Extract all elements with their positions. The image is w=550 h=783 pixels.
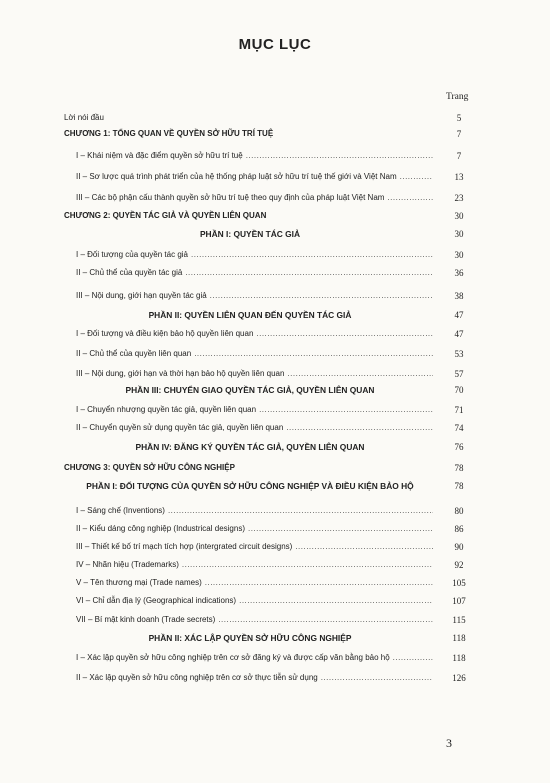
toc-chapter-heading (64, 209, 434, 223)
dot-leader (218, 613, 433, 627)
dot-leader (321, 671, 433, 685)
toc-page-number: 7 (456, 151, 462, 161)
dot-leader (194, 347, 433, 361)
dot-leader (387, 191, 433, 205)
dot-leader (191, 248, 433, 262)
page-title: MỤC LỤC (238, 36, 312, 53)
toc-entry (76, 248, 436, 262)
toc-entry-title: III – Thiết kế bố trí mạch tích hợp (intergrated circuit designs) (76, 542, 293, 551)
toc-entry (76, 149, 436, 163)
toc-page-number: 92 (454, 560, 464, 570)
toc-page-number: 57 (454, 369, 464, 379)
toc-page-number: 105 (452, 578, 466, 588)
toc-part-title: PHẦN III: CHUYỂN GIAO QUYỀN TÁC GIẢ, QUYỀN LIÊN QUAN (125, 385, 375, 395)
dot-leader (168, 504, 433, 518)
toc-part-heading (60, 383, 440, 397)
toc-page-number: 118 (452, 653, 466, 663)
dot-leader (246, 149, 433, 163)
toc-entry (76, 266, 436, 280)
page-number: 3 (446, 736, 452, 750)
toc-part-title: PHẦN II: XÁC LẬP QUYỀN SỞ HỮU CÔNG NGHIỆP (148, 633, 352, 643)
toc-part-title: PHẦN II: QUYỀN LIÊN QUAN ĐẾN QUYỀN TÁC GIẢ (148, 310, 352, 320)
toc-part-title: PHẦN I: QUYỀN TÁC GIẢ (199, 229, 301, 239)
toc-entry-title: Lời nói đầu (64, 113, 104, 122)
dot-leader (393, 651, 433, 665)
toc-entry-title: II – Kiểu dáng công nghiệp (Industrical designs) (76, 524, 245, 533)
toc-entry (76, 347, 436, 361)
toc-chapter-title: CHƯƠNG 3: QUYỀN SỞ HỮU CÔNG NGHIỆP (64, 463, 235, 472)
toc-entry (76, 540, 436, 554)
toc-page-number: 78 (454, 481, 464, 491)
toc-entry-title: I – Xác lập quyền sở hữu công nghiệp trên cơ sở đăng ký và được cấp văn bằng bảo hộ (76, 653, 390, 662)
toc-page-number: 86 (454, 524, 464, 534)
toc-entry-title: I – Đối tượng của quyền tác giả (76, 250, 188, 259)
toc-page-number: 71 (454, 405, 464, 415)
toc-entry (76, 289, 436, 303)
toc-entry-title: III – Các bộ phận cấu thành quyền sở hữu trí tuệ theo quy định của pháp luật Việt Nam (76, 193, 385, 202)
toc-entry (76, 327, 436, 341)
dot-leader (205, 576, 433, 590)
toc-page-number: 38 (454, 291, 464, 301)
dot-leader (259, 403, 433, 417)
toc-entry-title: II – Xác lập quyền sở hữu công nghiệp trên cơ sở thực tiễn sử dụng (76, 673, 318, 682)
toc-page-number: 107 (452, 596, 466, 606)
toc-entry-title: I – Sáng chế (Inventions) (76, 506, 165, 515)
page-column-header: Trang (446, 92, 469, 102)
dot-leader (182, 558, 433, 572)
toc-entry (76, 522, 436, 536)
toc-part-title: PHẦN I: ĐỐI TƯỢNG CỦA QUYỀN SỞ HỮU CÔNG NGHIỆP VÀ ĐIỀU KIỆN BẢO HỘ (86, 481, 414, 491)
toc-entry-title: II – Chủ thể của quyền liên quan (76, 349, 192, 358)
dot-leader (256, 327, 433, 341)
toc-entry-title: II – Chuyển quyền sử dụng quyền tác giả, quyền liên quan (76, 423, 284, 432)
toc-page-number: 5 (456, 113, 462, 123)
dot-leader (210, 289, 433, 303)
toc-page-number: 76 (454, 442, 464, 452)
toc-entry (76, 594, 436, 608)
toc-page-number: 78 (454, 463, 464, 473)
toc-page-number: 70 (454, 385, 464, 395)
toc-page-number: 13 (454, 172, 464, 182)
toc-entry (76, 421, 436, 435)
toc-entry-title: VI – Chỉ dẫn địa lý (Geographical indications) (76, 596, 237, 605)
dot-leader (248, 522, 433, 536)
toc-part-title: PHẦN IV: ĐĂNG KÝ QUYỀN TÁC GIẢ, QUYỀN LIÊN QUAN (135, 442, 365, 452)
toc-entry (76, 403, 436, 417)
toc-entry (64, 111, 436, 125)
toc-chapter-title: CHƯƠNG 1: TỔNG QUAN VỀ QUYỀN SỞ HỮU TRÍ TUỆ (64, 129, 274, 138)
toc-page-number: 7 (456, 129, 462, 139)
toc-entry-title: VII – Bí mật kinh doanh (Trade secrets) (76, 615, 216, 624)
toc-page-number: 30 (454, 250, 464, 260)
toc-page-number: 115 (452, 615, 466, 625)
toc-page-number: 47 (454, 310, 464, 320)
toc-chapter-heading (64, 461, 434, 475)
toc-page-number: 36 (454, 268, 464, 278)
toc-part-heading (60, 308, 440, 322)
toc-page-number: 53 (454, 349, 464, 359)
toc-entry (76, 576, 436, 590)
toc-page-number: 30 (454, 211, 464, 221)
toc-entry-title: III – Nội dung, giới hạn quyền tác giả (76, 291, 207, 300)
toc-page-number: 80 (454, 506, 464, 516)
toc-entry-title: II – Chủ thể của quyền tác giả (76, 268, 183, 277)
toc-page-number: 126 (452, 673, 466, 683)
toc-entry (76, 170, 436, 184)
toc-entry (76, 613, 436, 627)
dot-leader (295, 540, 433, 554)
toc-entry (76, 367, 436, 381)
dot-leader (286, 421, 433, 435)
dot-leader (287, 367, 433, 381)
toc-part-heading (60, 227, 440, 241)
toc-entry-title: V – Tên thương mại (Trade names) (76, 578, 202, 587)
toc-page-number: 118 (452, 633, 466, 643)
dot-leader (400, 170, 433, 184)
toc-entry (76, 191, 436, 205)
dot-leader (239, 594, 433, 608)
toc-entry (76, 558, 436, 572)
toc-page-number: 47 (454, 329, 464, 339)
toc-entry-title: III – Nội dung, giới hạn và thời hạn bảo hộ quyền liên quan (76, 369, 285, 378)
toc-entry-title: IV – Nhãn hiệu (Trademarks) (76, 560, 179, 569)
toc-part-heading (60, 479, 440, 493)
toc-entry (76, 504, 436, 518)
toc-entry (76, 671, 436, 685)
toc-entry-title: I – Đối tượng và điều kiện bảo hộ quyền liên quan (76, 329, 254, 338)
toc-part-heading (60, 631, 440, 645)
toc-chapter-title: CHƯƠNG 2: QUYỀN TÁC GIẢ VÀ QUYỀN LIÊN QUAN (64, 211, 267, 220)
toc-entry-title: II – Sơ lược quá trình phát triển của hệ thống pháp luật sở hữu trí tuệ thế giới và Việt Nam (76, 172, 397, 181)
toc-chapter-heading (64, 127, 434, 141)
toc-entry (76, 651, 436, 665)
dot-leader (185, 266, 433, 280)
toc-part-heading (60, 440, 440, 454)
toc-page-number: 74 (454, 423, 464, 433)
toc-page-number: 30 (454, 229, 464, 239)
toc-page-number: 23 (454, 193, 464, 203)
toc-page-number: 90 (454, 542, 464, 552)
toc-entry-title: I – Khái niệm và đặc điểm quyền sở hữu trí tuệ (76, 151, 243, 160)
toc-entry-title: I – Chuyển nhượng quyền tác giả, quyền liên quan (76, 405, 257, 414)
